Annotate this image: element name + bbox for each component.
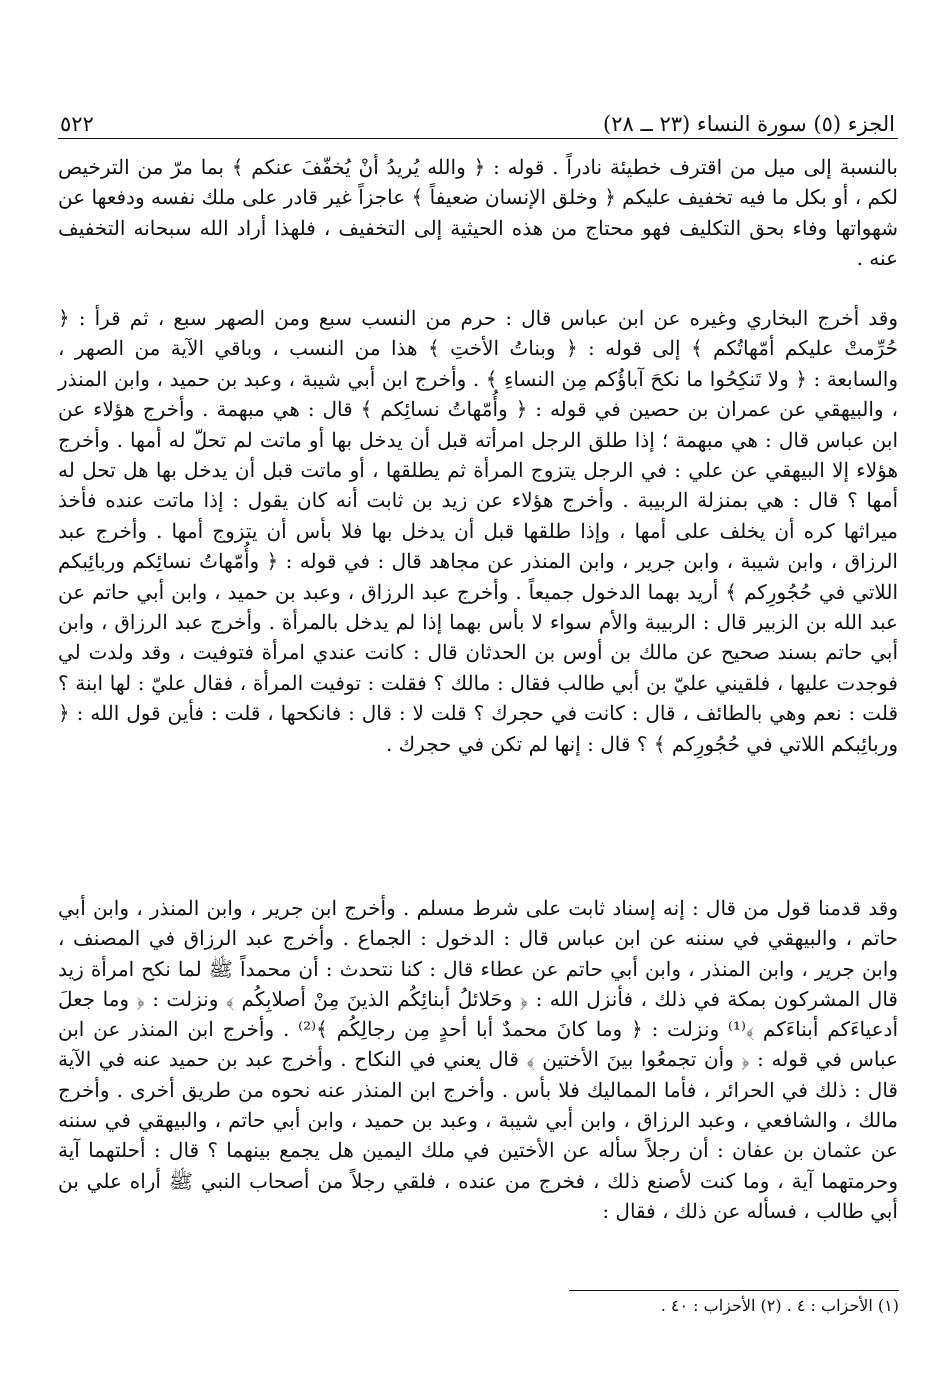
paragraph-text: وقد قدمنا قول من قال : إنه إسناد ثابت على شرط مسلم . وأخرج ابن جرير ، وابن المنذر ، وابن أبي حاتم ، والبيهقي في سننه عن ابن عباس قال : الدخول : الجماع . وأخرج عبد الرزاق في المصنف ، وابن جرير ، وابن المنذر ، وابن أبي حاتم عن عطاء قال : كنا نتحدث : أن محمداً ﷺ لما نكح امرأة زيد قال المشركون بمكة في ذلك ، فأنزل الله : ﴿ وحَلائلُ أبنائِكُم الذينَ مِنْ أصلابِكُم ﴾ ونزلت : ﴿ وما جعلَ أدعياءَكم أبناءَكم ﴾⁽¹⁾ ونزلت : ﴿ وما كانَ محمدٌ أبا أحدٍ مِن رجالِكُم ﴾⁽²⁾ . وأخرج ابن المنذر عن ابن عباس في قوله : ﴿ وأن تجمعُوا بينَ الأختين ﴾ قال يعني في النكاح . وأخرج عبد بن حميد عنه في الآية قال : ذلك في الحرائر ، فأما المماليك فلا بأس . وأخرج ابن المنذر عنه نحوه من طريق أخرى . وأخرج مالك ، والشافعي ، وعبد الرزاق ، وابن أبي شيبة ، وعبد بن حميد ، وابن أبي حاتم ، والبيهقي في سننه عن عثمان بن عفان : أن رجلاً سأله عن الأختين في ملك اليمين هل يجمع بينهما ؟ قال : أحلتهما آية وحرمتهما آية ، وما كنت لأصنع ذلك ، فخرج من عنده ، فلقي رجلاً من أصحاب النبي ﷺ أراه علي بن أبي طالب ، فسأله عن ذلك ، فقال : [58, 896, 898, 1223]
footnotes: (١) الأحزاب : ٤ . (٢) الأحزاب : ٤٠ . [660, 1296, 899, 1315]
running-header [60, 100, 895, 136]
page-number: ٥٢٢ [60, 112, 94, 136]
paragraph-3 [58, 893, 898, 1226]
header-rule [58, 138, 898, 139]
paragraph-text: بالنسبة إلى ميل من اقترف خطيئة نادراً . قوله : ﴿ والله يُريدُ أنْ يُخفّفَ عنكم ﴾ بما مرّ من الترخيص لكم ، أو بكل ما فيه تخفيف عليكم ﴿ وخلق الإنسان ضعيفاً ﴾ عاجزاً غير قادر على ملك نفسه ودفعها عن شهواتها وفاء بحق التكليف فهو محتاج من هذه الحيثية إلى التخفيف ، فلهذا أراد الله سبحانه التخفيف عنه . [58, 155, 898, 270]
paragraph-text: وقد أخرج البخاري وغيره عن ابن عباس قال : حرم من النسب سبع ومن الصهر سبع ، ثم قرأ : ﴿ حُرِّمتْ عليكم أمّهاتُكم ﴾ إلى قوله : ﴿ وبناتُ الأختِ ﴾ هذا من النسب ، وباقي الآية من الصهر ، والسابعة : ﴿ ولا تَنكِحُوا ما نكحَ آباؤُكم مِن النساءِ ﴾ . وأخرج ابن أبي شيبة ، وعبد بن حميد ، وابن المنذر ، والبيهقي عن عمران بن حصين في قوله : ﴿ وأُمّهاتُ نسائِكم ﴾ قال : هي مبهمة . وأخرج هؤلاء عن ابن عباس قال : هي مبهمة ؛ إذا طلق الرجل امرأته قبل أن يدخل بها أو ماتت لم تحلّ له أمها . وأخرج هؤلاء إلا البيهقي عن علي : في الرجل يتزوج المرأة ثم يطلقها ، أو ماتت قبل أن يدخل بها هل تحل له أمها ؟ قال : هي بمنزلة الربيبة . وأخرج هؤلاء عن زيد بن ثابت أنه كان يقول : إذا ماتت عنده فأخذ ميراثها كره أن يخلف على أمها ، وإذا طلقها قبل أن يدخل بها فلا بأس أن يتزوج أمها . وأخرج عبد الرزاق ، وابن شيبة ، وابن جرير ، وابن المنذر عن مجاهد قال : في قوله : ﴿ وأُمّهاتُ نسائِكم وربائِبكم اللاتي في حُجُورِكم ﴾ أريد بهما الدخول جميعاً . وأخرج عبد الرزاق ، وعبد بن حميد ، وابن أبي حاتم عن عبد الله بن الزبير قال : الربيبة والأم سواء لا بأس بهما إذا لم يدخل بالمرأة . وأخرج عبد الرزاق ، وابن أبي حاتم بسند صحيح عن مالك بن أوس بن الحدثان قال : كانت عندي امرأة فتوفيت ، وقد ولدت لي فوجدت عليها ، فلقيني عليّ بن أبي طالب فقال : مالك ؟ فقلت : توفيت المرأة ، فقال عليّ : لها ابنة ؟ قلت : نعم وهي بالطائف ، قال : كانت في حجرك ؟ قلت لا : قال : فانكحها ، قلت : فأين قول الله : ﴿ وربائِبكم اللاتي في حُجُورِكم ﴾ ؟ قال : إنها لم تكن في حجرك . [58, 306, 898, 756]
footnote-rule [569, 1290, 899, 1291]
running-title: الجزء (٥) سورة النساء (٢٣ ــ ٢٨) [603, 112, 895, 136]
paragraph-1 [58, 152, 898, 273]
paragraph-2 [58, 303, 898, 759]
